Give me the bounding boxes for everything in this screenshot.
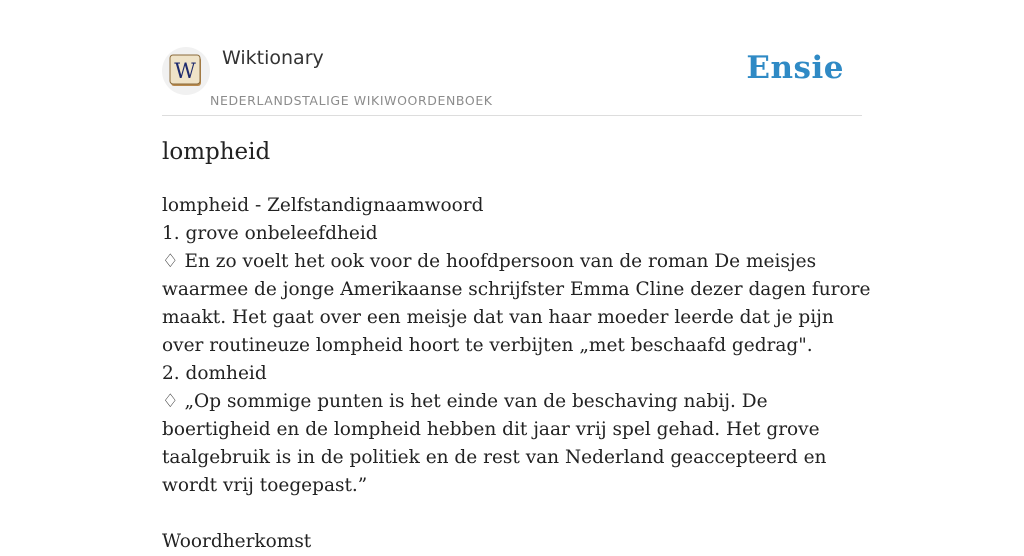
example-2: ♢ „Op sommige punten is het einde van de beschaving nabij. De boertigheid en de lompheid hebben dit jaar vrij spel gehad. Het grove taalgebruik is in de politiek en de rest van Nederland geaccepteerd en wordt vrij toegepast.” [162, 391, 827, 496]
entry-content [162, 192, 872, 556]
section-gap [162, 500, 872, 528]
header-divider [162, 115, 862, 116]
entry-heading-line: lompheid - Zelfstandignaamwoord [162, 195, 484, 216]
sense-2: 2. domheid [162, 363, 267, 384]
site-header [162, 44, 862, 116]
example-1: ♢ En zo voelt het ook voor de hoofdpersoon van de roman De meisjes waarmee de jonge Amerikaanse schrijfster Emma Cline dezer dagen furore maakt. Het gaat over een meisje dat van haar moeder leerde dat je pijn over routineuze lompheid hoort te verbijten „met beschaafd gedrag". [162, 251, 871, 356]
wiktionary-tile-icon [166, 51, 206, 91]
wiktionary-logo-icon[interactable] [162, 47, 210, 95]
logo-letter: W [174, 59, 196, 83]
site-name[interactable]: Wiktionary [222, 47, 324, 69]
site-subtitle: NEDERLANDSTALIGE WIKIWOORDENBOEK [210, 93, 493, 108]
ensie-logo[interactable]: Ensie [746, 50, 844, 86]
page-title: lompheid [162, 139, 271, 165]
section-heading-woordherkomst: Woordherkomst [162, 531, 312, 552]
sense-1: 1. grove onbeleefdheid [162, 223, 378, 244]
